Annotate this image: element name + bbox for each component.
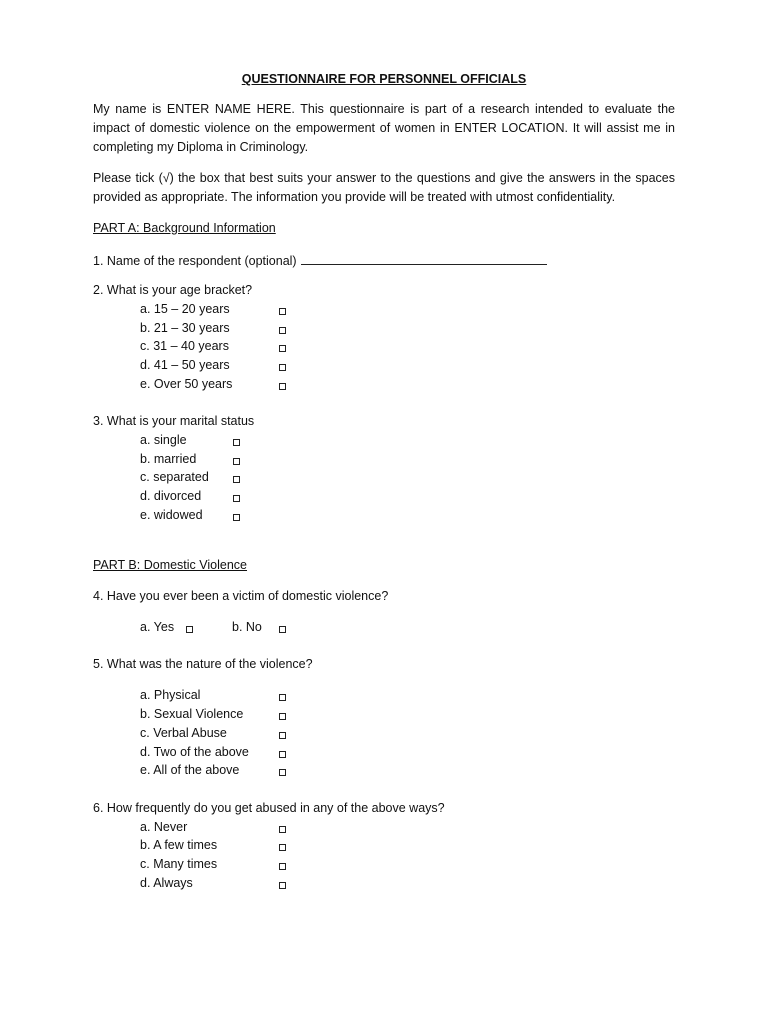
q2-option-a-checkbox[interactable] xyxy=(279,308,286,315)
question-2-label: 2. What is your age bracket? xyxy=(93,283,253,297)
question-4-label: 4. Have you ever been a victim of domestic violence? xyxy=(93,589,389,603)
q4-option-yes: a. Yes xyxy=(140,620,175,634)
q6-option-b: b. A few times xyxy=(140,838,218,852)
q6-option-a: a. Never xyxy=(140,820,188,834)
q2-option-d-checkbox[interactable] xyxy=(279,364,286,371)
q5-option-b: b. Sexual Violence xyxy=(140,707,244,721)
q6-option-d: d. Always xyxy=(140,876,193,890)
q2-option-c: c. 31 – 40 years xyxy=(140,339,229,353)
q2-option-e: e. Over 50 years xyxy=(140,377,233,391)
q2-option-d: d. 41 – 50 years xyxy=(140,358,230,372)
q3-option-e-checkbox[interactable] xyxy=(233,514,240,521)
q3-option-a-checkbox[interactable] xyxy=(233,439,240,446)
q3-option-d: d. divorced xyxy=(140,489,202,503)
part-b-heading: PART B: Domestic Violence xyxy=(93,558,248,572)
q3-option-d-checkbox[interactable] xyxy=(233,495,240,502)
q5-option-e: e. All of the above xyxy=(140,763,240,777)
q3-option-b-checkbox[interactable] xyxy=(233,458,240,465)
q2-option-c-checkbox[interactable] xyxy=(279,345,286,352)
q2-option-b: b. 21 – 30 years xyxy=(140,321,230,335)
q4-option-no-checkbox[interactable] xyxy=(279,626,286,633)
question-5-label: 5. What was the nature of the violence? xyxy=(93,657,313,671)
q5-option-a: a. Physical xyxy=(140,688,201,702)
q5-option-d-checkbox[interactable] xyxy=(279,751,286,758)
q5-option-d: d. Two of the above xyxy=(140,745,249,759)
q2-option-a: a. 15 – 20 years xyxy=(140,302,230,316)
q6-option-b-checkbox[interactable] xyxy=(279,844,286,851)
q5-option-c: c. Verbal Abuse xyxy=(140,726,227,740)
q3-option-a: a. single xyxy=(140,433,187,447)
q6-option-a-checkbox[interactable] xyxy=(279,826,286,833)
q4-option-no: b. No xyxy=(232,620,262,634)
question-6-label: 6. How frequently do you get abused in any of the above ways? xyxy=(93,801,445,815)
q6-option-c: c. Many times xyxy=(140,857,218,871)
page-title: QUESTIONNAIRE FOR PERSONNEL OFFICIALS xyxy=(241,72,527,86)
q3-option-b: b. married xyxy=(140,452,197,466)
respondent-name-field[interactable] xyxy=(301,250,547,265)
q6-option-c-checkbox[interactable] xyxy=(279,863,286,870)
question-1-label: 1. Name of the respondent (optional) xyxy=(93,254,297,268)
q3-option-e: e. widowed xyxy=(140,508,203,522)
question-1 xyxy=(93,250,547,271)
intro-paragraph: My name is ENTER NAME HERE. This questionnaire is part of a research intended to evaluate the impact of domestic violence on the empowerment of women in ENTER LOCATION. It will assist me in completing my Diploma in Criminology. xyxy=(93,102,675,154)
q2-option-e-checkbox[interactable] xyxy=(279,383,286,390)
q6-option-d-checkbox[interactable] xyxy=(279,882,286,889)
q5-option-b-checkbox[interactable] xyxy=(279,713,286,720)
instructions-paragraph: Please tick (√) the box that best suits your answer to the questions and give the answers in the spaces provided as appropriate. The information you provide will be treated with utmost confidentiality. xyxy=(93,171,675,204)
q5-option-c-checkbox[interactable] xyxy=(279,732,286,739)
q5-option-e-checkbox[interactable] xyxy=(279,769,286,776)
q5-option-a-checkbox[interactable] xyxy=(279,694,286,701)
q3-option-c: c. separated xyxy=(140,470,209,484)
q2-option-b-checkbox[interactable] xyxy=(279,327,286,334)
part-a-heading: PART A: Background Information xyxy=(93,221,276,235)
q4-option-yes-checkbox[interactable] xyxy=(186,626,193,633)
question-3-label: 3. What is your marital status xyxy=(93,414,255,428)
q3-option-c-checkbox[interactable] xyxy=(233,476,240,483)
